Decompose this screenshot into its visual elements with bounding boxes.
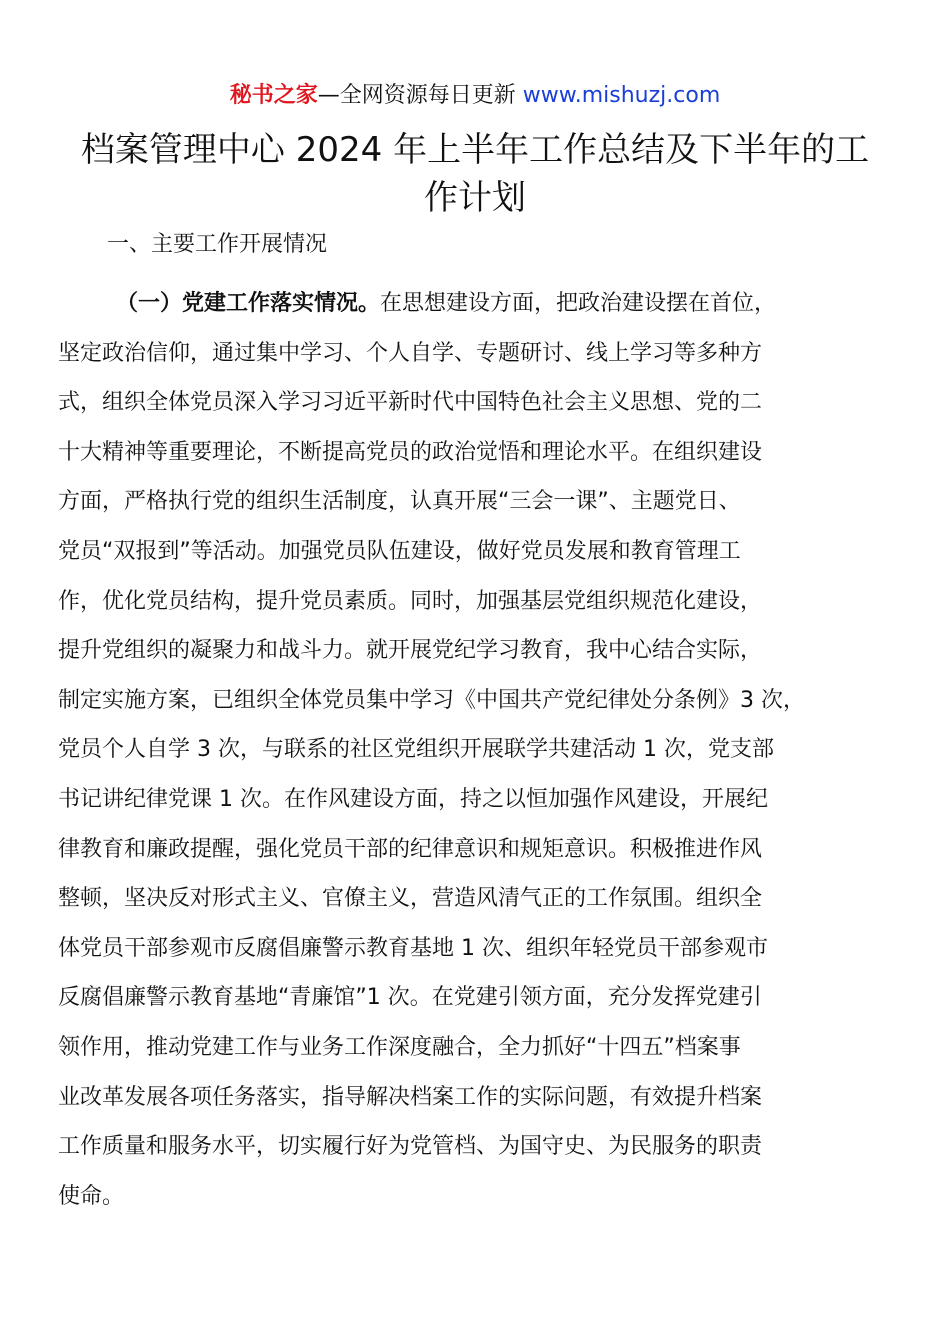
paragraph-line: 使命。 [58, 1183, 125, 1209]
site-url[interactable]: www.mishuzj.com [522, 83, 721, 108]
title-line-2: 作计划 [424, 178, 526, 218]
paragraph-line: 式，组织全体党员深入学习习近平新时代中国特色社会主义思想、党的二 [58, 390, 763, 416]
paragraph-line: 方面，严格执行党的组织生活制度，认真开展“三会一课”、主题党日、 [58, 489, 741, 515]
paragraph-line-text: 在思想建设方面，把政治建设摆在首位， [380, 291, 777, 316]
paragraph-line: 反腐倡廉警示教育基地“青廉馆”1 次。在党建引领方面，充分发挥党建引 [58, 985, 762, 1011]
paragraph-line: 律教育和廉政提醒，强化党员干部的纪律意识和规矩意识。积极推进作风 [58, 836, 763, 862]
paragraph-line: 党员“双报到”等活动。加强党员队伍建设，做好党员发展和教育管理工 [58, 538, 741, 564]
paragraph-line [58, 279, 894, 329]
paragraph-line: 提升党组织的凝聚力和战斗力。就开展党纪学习教育，我中心结合实际， [58, 638, 763, 664]
paragraph-line: 体党员干部参观市反腐倡廉警示教育基地 1 次、组织年轻党员干部参观市 [58, 935, 768, 961]
paragraph-line: 工作质量和服务水平，切实履行好为党管档、为国守史、为民服务的职责 [58, 1134, 763, 1160]
paragraph-lead: （一）党建工作落实情况。 [116, 291, 381, 316]
paragraph-line: 坚定政治信仰，通过集中学习、个人自学、专题研讨、线上学习等多种方 [58, 340, 763, 366]
paragraph-line: 十大精神等重要理论，不断提高党员的政治觉悟和理论水平。在组织建设 [58, 439, 763, 465]
paragraph-line: 整顿，坚决反对形式主义、官僚主义，营造风清气正的工作氛围。组织全 [58, 886, 763, 912]
paragraph-line: 作，优化党员结构，提升党员素质。同时，加强基层党组织规范化建设， [58, 588, 763, 614]
title-line-1: 档案管理中心 2024 年上半年工作总结及下半年的工 [80, 130, 870, 170]
header-tagline: —全网资源每日更新 [317, 83, 523, 108]
body-paragraph [58, 279, 894, 1221]
brand-name: 秘书之家 [229, 83, 318, 108]
paragraph-line: 制定实施方案，已组织全体党员集中学习《中国共产党纪律处分条例》3 次， [58, 687, 805, 713]
document-title [60, 126, 890, 222]
section-heading: 一、主要工作开展情况 [107, 232, 328, 257]
site-header [0, 80, 950, 112]
paragraph-line: 党员个人自学 3 次，与联系的社区党组织开展联学共建活动 1 次，党支部 [58, 737, 774, 763]
paragraph-line: 业改革发展各项任务落实，指导解决档案工作的实际问题，有效提升档案 [58, 1084, 763, 1110]
paragraph-line: 书记讲纪律党课 1 次。在作风建设方面，持之以恒加强作风建设，开展纪 [58, 786, 768, 812]
paragraph-line: 领作用，推动党建工作与业务工作深度融合，全力抓好“十四五”档案事 [58, 1034, 741, 1060]
